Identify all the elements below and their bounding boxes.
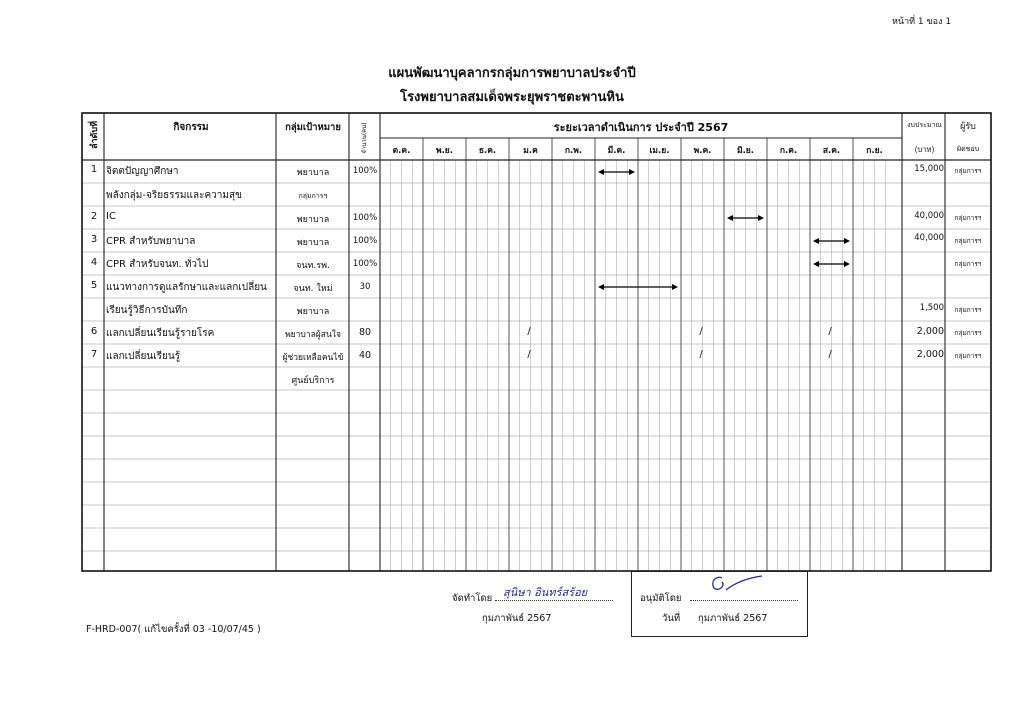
approved-by-line bbox=[690, 600, 798, 601]
schedule-arrow bbox=[598, 282, 678, 292]
schedule-tick: / bbox=[699, 325, 703, 337]
approval-signature-image bbox=[700, 572, 770, 596]
header-period: ระยะเวลาดำเนินการ ประจำปี 2567 bbox=[553, 121, 729, 134]
row-no: 1 bbox=[90, 164, 98, 175]
row-activity: CPR สำหรับจนท. ทั่วไป bbox=[106, 259, 209, 270]
row-owner: กลุ่มการฯ bbox=[954, 237, 982, 245]
schedule-tick: / bbox=[527, 348, 531, 360]
row-owner: กลุ่มการฯ bbox=[954, 306, 982, 314]
schedule-arrow bbox=[598, 167, 635, 177]
prepared-by-label: จัดทำโดย bbox=[452, 593, 493, 604]
approved-date: กุมภาพันธ์ 2567 bbox=[698, 613, 768, 624]
schedule-tick: / bbox=[527, 325, 531, 337]
row-budget: 2,000 bbox=[916, 326, 944, 337]
form-code: F-HRD-007( แก้ไขครั้งที่ 03 -10/07/45 ) bbox=[86, 624, 261, 635]
row-activity: แลกเปลี่ยนเรียนรู้ bbox=[106, 351, 181, 362]
approved-by-label: อนุมัติโดย bbox=[640, 593, 682, 604]
row-activity: แลกเปลี่ยนเรียนรู้รายโรค bbox=[106, 328, 215, 339]
row-activity: แนวทางการดูแลรักษาและแลกเปลี่ยน bbox=[106, 282, 267, 293]
row-budget: 40,000 bbox=[914, 211, 944, 221]
month-label: มี.ค. bbox=[607, 146, 626, 156]
month-label: ก.ค. bbox=[779, 146, 798, 156]
approved-date-label: วันที่ bbox=[662, 613, 681, 624]
row-budget: 1,500 bbox=[919, 303, 944, 313]
header-owner-line1: ผู้รับ bbox=[960, 122, 976, 132]
header-no: ลำดับที่ bbox=[90, 120, 100, 150]
row-target-group: ศูนย์บริการ bbox=[291, 376, 335, 386]
row-activity: พลังกลุ่ม-จริยธรรมและความสุข bbox=[106, 190, 242, 201]
row-activity: IC bbox=[106, 211, 116, 222]
row-target-group: พยาบาล bbox=[296, 215, 330, 225]
row-count: 30 bbox=[359, 282, 371, 292]
row-count: 80 bbox=[358, 327, 372, 338]
page-number: หน้าที่ 1 ของ 1 bbox=[892, 17, 952, 27]
row-budget: 15,000 bbox=[914, 164, 944, 174]
month-label: ก.ย. bbox=[866, 146, 883, 156]
row-owner: กลุ่มการฯ bbox=[954, 167, 982, 175]
header-budget: งบประมาณ bbox=[907, 121, 942, 129]
row-no: 5 bbox=[90, 280, 98, 291]
hospital-name: โรงพยาบาลสมเด็จพระยุพราชตะพานหิน bbox=[400, 90, 624, 105]
row-target-group: พยาบาล bbox=[296, 238, 330, 248]
month-label: ส.ค. bbox=[822, 146, 841, 156]
schedule-tick: / bbox=[828, 325, 832, 337]
row-no: 6 bbox=[90, 326, 98, 337]
row-budget: 2,000 bbox=[916, 349, 944, 360]
month-label: ม.ค bbox=[523, 146, 538, 156]
schedule-tick: / bbox=[699, 348, 703, 360]
row-budget: 40,000 bbox=[914, 233, 944, 243]
month-label: พ.ย. bbox=[435, 146, 454, 156]
row-count: 100% bbox=[352, 166, 378, 176]
month-label: ธ.ค. bbox=[478, 146, 497, 156]
row-target-group: จนท.รพ. bbox=[296, 261, 330, 271]
schedule-tick: / bbox=[828, 348, 832, 360]
row-owner: กลุ่มการฯ bbox=[954, 329, 982, 337]
table-border bbox=[82, 113, 991, 571]
row-count: 40 bbox=[358, 350, 372, 361]
month-label: ต.ค. bbox=[392, 146, 411, 156]
schedule-arrow bbox=[727, 213, 764, 223]
document-title: แผนพัฒนาบุคลากรกลุ่มการพยาบาลประจำปี bbox=[388, 66, 636, 81]
row-count: 100% bbox=[352, 213, 378, 223]
header-count: จำนวน(คน) bbox=[361, 122, 368, 154]
row-target-group: ผู้ช่วยเหลือคนไข้ bbox=[282, 353, 344, 363]
header-owner-line2: ผิดชอบ bbox=[956, 145, 980, 153]
prepared-signature: สุนิษา อินทร์สร้อย bbox=[503, 586, 588, 599]
prepared-date: กุมภาพันธ์ 2567 bbox=[482, 613, 552, 624]
month-label: มิ.ย. bbox=[736, 146, 755, 156]
row-owner: กลุ่มการฯ bbox=[954, 260, 982, 268]
row-target-group: พยาบาล bbox=[296, 307, 330, 317]
row-target-group: พยาบาลผู้สนใจ bbox=[285, 330, 341, 340]
row-no: 4 bbox=[90, 257, 98, 268]
header-budget-unit: (บาท) bbox=[914, 145, 935, 154]
month-label: พ.ค. bbox=[693, 146, 712, 156]
row-owner: กลุ่มการฯ bbox=[954, 214, 982, 222]
month-label: เม.ย. bbox=[649, 146, 670, 156]
row-no: 3 bbox=[90, 234, 98, 245]
schedule-arrow bbox=[813, 259, 850, 269]
row-target-group: กลุ่มการฯ bbox=[298, 192, 328, 200]
row-target-group: จนท. ใหม่ bbox=[293, 284, 333, 294]
row-count: 100% bbox=[352, 259, 378, 269]
row-activity: จิตตปัญญาศึกษา bbox=[106, 166, 179, 177]
row-owner: กลุ่มการฯ bbox=[954, 352, 982, 360]
row-count: 100% bbox=[352, 236, 378, 246]
header-target-group: กลุ่มเป้าหมาย bbox=[285, 122, 341, 133]
row-target-group: พยาบาล bbox=[296, 168, 330, 178]
schedule-arrow bbox=[813, 236, 850, 246]
row-no: 7 bbox=[90, 349, 98, 360]
row-activity: CPR สำหรับพยาบาล bbox=[106, 236, 196, 247]
row-activity: เรียนรู้วิธีการบันทึก bbox=[106, 305, 188, 316]
header-activity: กิจกรรม bbox=[173, 122, 209, 133]
row-no: 2 bbox=[90, 211, 98, 222]
month-label: ก.พ. bbox=[564, 146, 583, 156]
